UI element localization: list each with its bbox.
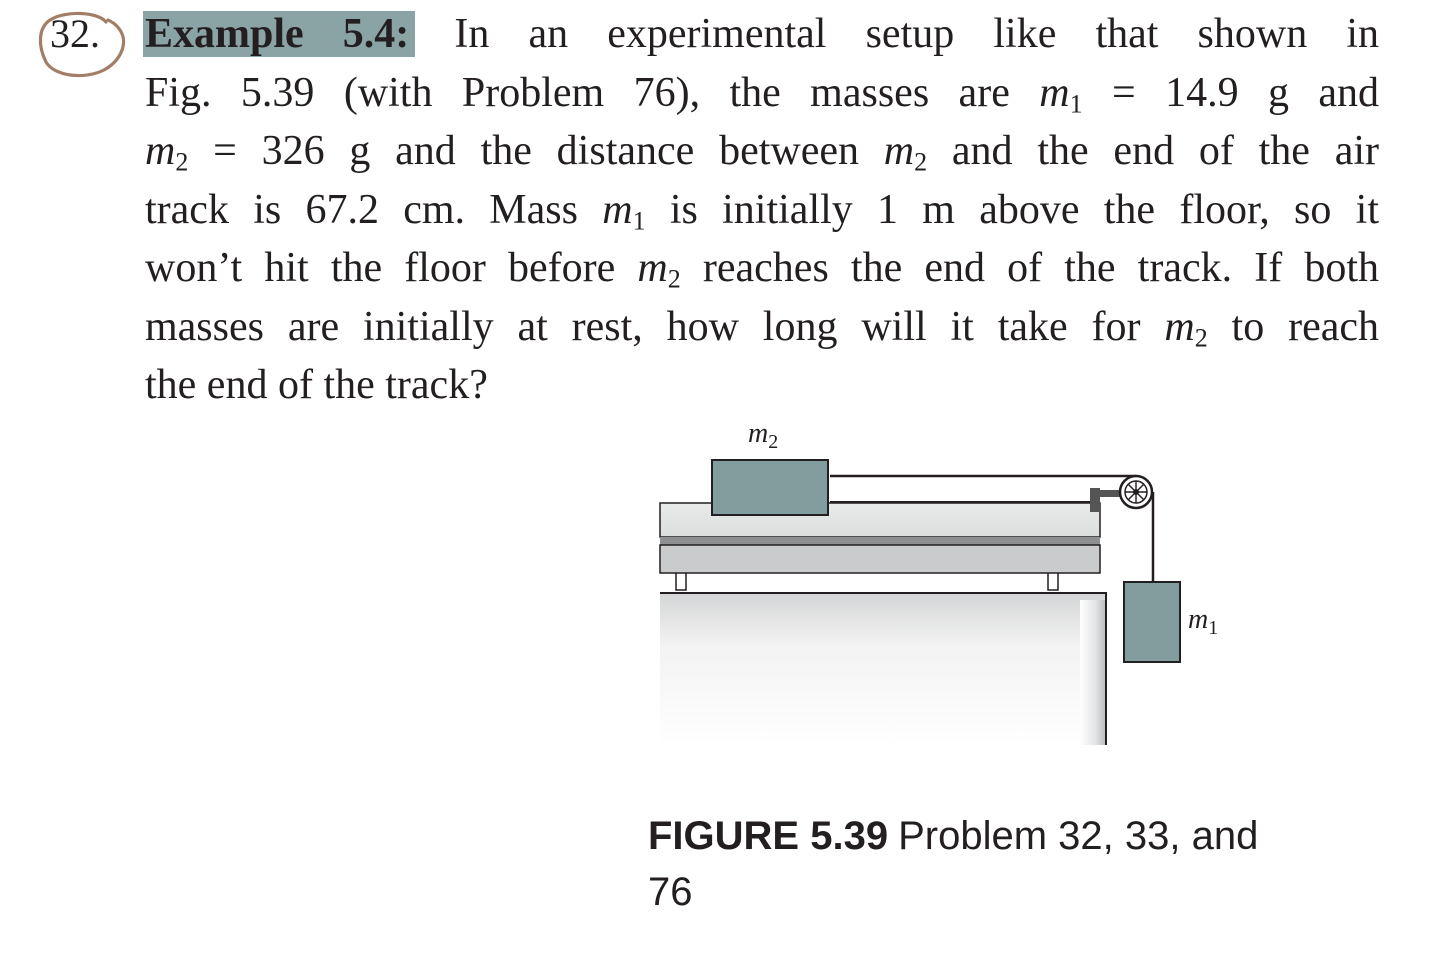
variable-m: m [145,128,176,174]
label-m2: $m_2$ [748,418,779,453]
problem-statement [145,5,1379,415]
problem-text-segment: In an experimental setup like that shown in [415,11,1379,57]
problem-text-segment: is initially 1 m above the floor, so it [645,186,1379,233]
problem-text-segment: = 326 g and the distance between [188,128,884,174]
problem-text-segment: Fig. 5.39 (with Problem 76), the masses are [145,69,1040,116]
figure-caption [648,808,1268,920]
label-m1: $m_1$ [1188,604,1219,639]
variable-m: m [1039,69,1070,116]
problem-line-7 [145,356,1379,415]
variable-subscript: 2 [175,147,189,177]
problem-line-1 [145,5,1379,64]
problem-text-segment: reaches the end of the track. If both [680,245,1379,291]
mass-m2-block [712,460,828,515]
variable-m: m [1164,303,1195,350]
problem-line-2 [145,64,1379,123]
track-legs [676,572,1058,590]
problem-text-segment: masses are initially at rest, how long will it take for [145,303,1165,350]
problem-text-segment: track is 67.2 cm. Mass [145,186,603,233]
pulley [1120,476,1152,508]
problem-text-segment: and the end of the air [927,128,1380,174]
variable-m: m [602,186,633,233]
variable-subscript: 2 [667,264,681,294]
problem-text-segment: the end of the track? [145,362,488,408]
problem-number [36,6,136,64]
problem-line-5 [145,239,1379,298]
problem-line-6 [145,298,1379,357]
table [660,593,1106,745]
problem-line-3 [145,122,1379,181]
problem-number-text: 32. [50,11,100,56]
figure-number: FIGURE 5.39 [648,814,889,858]
example-label: Example 5.4: [143,11,415,57]
variable-m: m [883,128,915,174]
caption-text: Problem 32, 33, and 76 [648,814,1259,914]
variable-m: m [637,245,668,291]
variable-subscript: 1 [1069,89,1083,118]
problem-text-segment: to reach [1207,303,1379,350]
variable-subscript: 1 [632,206,646,235]
air-track-figure [640,410,1219,755]
problem-text-segment: = 14.9 g and [1082,69,1380,116]
mass-m1-block [1124,582,1180,662]
problem-text-segment: won’t hit the floor before [145,245,638,291]
variable-subscript: 2 [914,147,928,177]
variable-subscript: 2 [1194,323,1208,352]
problem-line-4 [145,181,1379,240]
